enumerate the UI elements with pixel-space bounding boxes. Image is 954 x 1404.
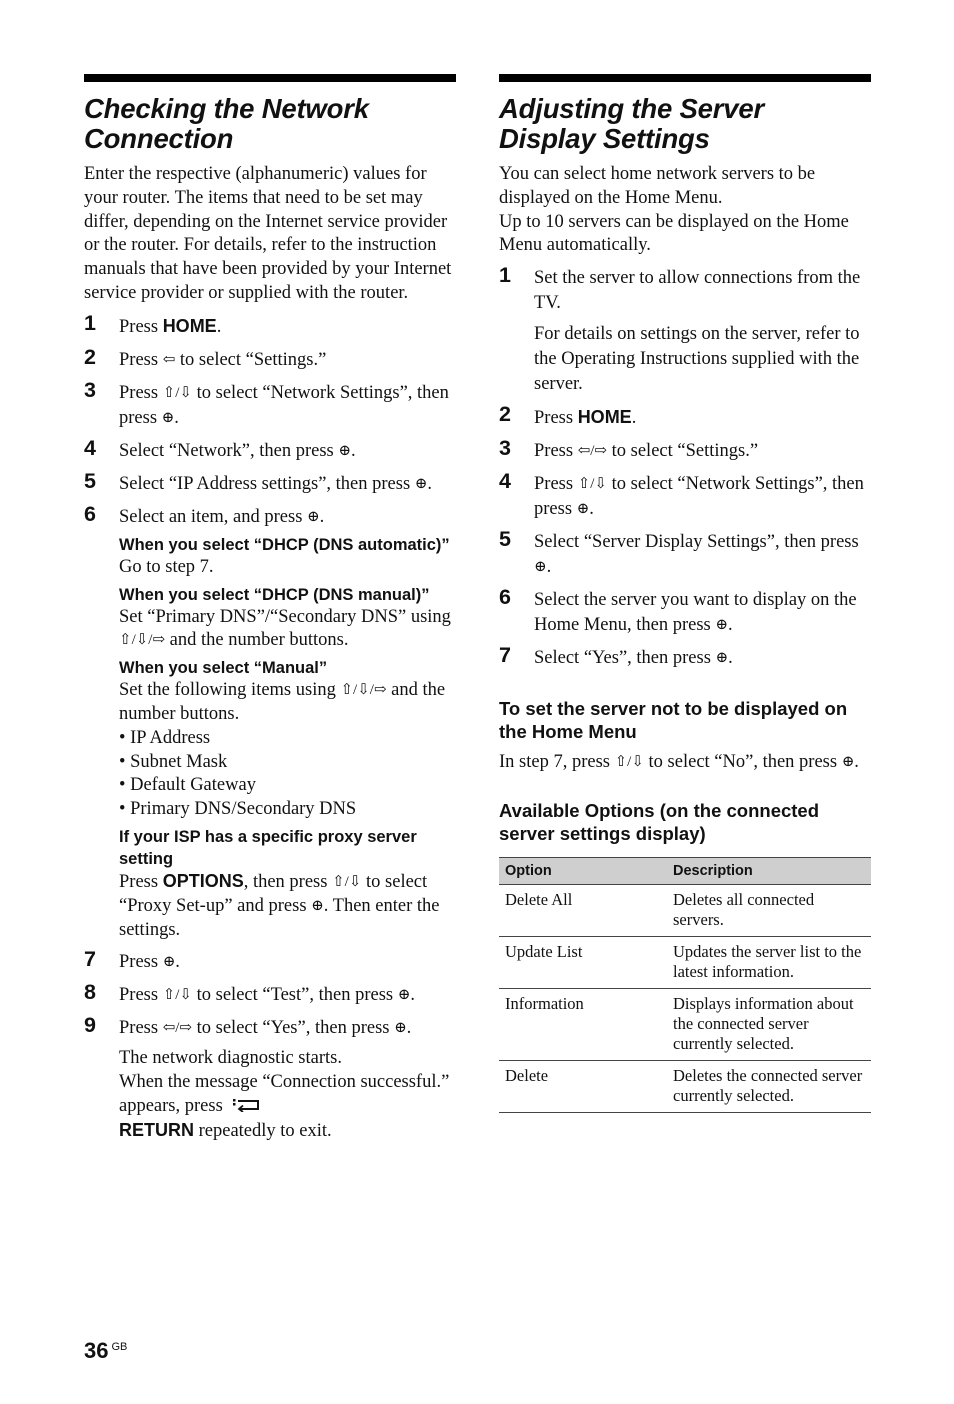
subheading-dhcp-manual: When you select “DHCP (DNS manual)” xyxy=(119,585,430,604)
step-7: 7 Press ⊕. xyxy=(84,947,180,973)
step-number: 4 xyxy=(499,469,511,494)
step-number: 8 xyxy=(84,980,96,1005)
subheading-proxy: If your ISP has a specific proxy server setting xyxy=(119,827,417,868)
enter-button-icon: ⊕ xyxy=(414,475,428,492)
return-icon xyxy=(231,1098,261,1112)
section-rule xyxy=(499,74,871,82)
arrow-keys-icon: ⇦/⇨ xyxy=(162,1020,192,1037)
enter-button-icon: ⊕ xyxy=(715,650,729,667)
step-4: 4 Press ⇧/⇩ to select “Network Settings”, then press ⊕. xyxy=(499,469,864,520)
step-5: 5 Select “IP Address settings”, then press ⊕. xyxy=(84,468,432,494)
step-9: 9 Press ⇦/⇨ to select “Yes”, then press ⊕. xyxy=(84,1013,412,1039)
section-rule xyxy=(84,74,456,82)
arrow-keys-icon: ⇧/⇩ xyxy=(332,873,362,890)
page-number: 36 $^{GB}$ xyxy=(84,1338,128,1363)
intro-paragraph: You can select home network servers to be displayed on the Home Menu. xyxy=(499,164,816,208)
dhcp-manual-text: Set “Primary DNS”/“Secondary DNS” using ⇧/⇩/⇨ and the number buttons. xyxy=(119,606,451,651)
step-number: 5 xyxy=(499,527,511,552)
step-2: 2 Press ⇦ to select “Settings.” xyxy=(84,344,327,370)
step-4: 4 Select “Network”, then press ⊕. xyxy=(84,435,356,461)
step-2: 2 Press HOME. xyxy=(499,402,637,429)
step-6: 6 Select the server you want to display on the Home Menu, then press ⊕. xyxy=(499,585,857,636)
step-number: 6 xyxy=(84,501,96,526)
table-row: Update List Updates the server list to the latest information. xyxy=(499,936,871,988)
enter-button-icon: ⊕ xyxy=(576,501,590,518)
enter-button-icon: ⊕ xyxy=(715,617,728,634)
arrow-keys-icon: ⇧/⇩/⇨ xyxy=(340,682,387,699)
section-title: Adjusting the Server Display Settings xyxy=(499,93,764,154)
step-1: 1 Press HOME. xyxy=(84,310,222,337)
table-header-option: Option xyxy=(499,857,667,884)
subheading-not-displayed: To set the server not to be displayed on the Home Menu xyxy=(499,698,848,743)
table-row: Delete Deletes the connected server currently selected. xyxy=(499,1060,871,1112)
step-5: 5 Select “Server Display Settings”, then press ⊕. xyxy=(499,527,859,578)
steps-list-continued xyxy=(84,947,456,1041)
arrow-keys-icon: ⇦ xyxy=(162,351,176,368)
proxy-text: Press OPTIONS, then press ⇧/⇩ to select “Proxy Set-up” and press ⊕. Then enter the settings. xyxy=(119,870,440,940)
table-header-description: Description xyxy=(667,857,871,884)
subheading-dhcp-auto: When you select “DHCP (DNS automatic)” xyxy=(119,535,450,554)
table-row: Delete All Deletes all connected servers. xyxy=(499,884,871,936)
step-number: 2 xyxy=(84,344,96,369)
left-column xyxy=(84,74,456,1144)
step-number: 6 xyxy=(499,585,511,610)
steps-list xyxy=(84,310,456,530)
options-table xyxy=(499,857,871,1113)
step-number: 3 xyxy=(84,377,96,402)
step-number: 3 xyxy=(499,436,511,461)
step-number: 5 xyxy=(84,468,96,493)
enter-button-icon: ⊕ xyxy=(397,987,411,1004)
section-title: Checking the Network Connection xyxy=(84,93,369,154)
step-number: 4 xyxy=(84,435,96,460)
arrow-keys-icon: ⇧/⇩ xyxy=(162,987,192,1004)
list-item: • Subnet Mask xyxy=(119,751,228,772)
list-item: • IP Address xyxy=(119,727,211,748)
arrow-keys-icon: ⇧/⇩/⇨ xyxy=(119,632,166,649)
enter-button-icon: ⊕ xyxy=(311,897,324,914)
step-9-note: The network diagnostic starts. When the message “Connection successful.” appears, press RETURN repeatedly to exit. xyxy=(119,1048,450,1141)
enter-button-icon: ⊕ xyxy=(161,409,175,426)
step-number: 7 xyxy=(499,643,511,668)
manual-text: Set the following items using ⇧/⇩/⇨ and the number buttons. xyxy=(119,680,446,724)
enter-button-icon: ⊕ xyxy=(841,754,855,771)
not-displayed-text: In step 7, press ⇧/⇩ to select “No”, then press ⊕. xyxy=(499,752,859,773)
step-number: 1 xyxy=(499,263,511,288)
step-6: 6 Select an item, and press ⊕. xyxy=(84,501,325,527)
list-item: • Primary DNS/Secondary DNS xyxy=(119,799,357,820)
enter-button-icon: ⊕ xyxy=(162,954,176,971)
manual-items-list xyxy=(119,727,456,822)
arrow-keys-icon: ⇦/⇨ xyxy=(577,443,607,460)
intro-paragraph: Enter the respective (alphanumeric) values for your router. The items that need to be set may differ, depending on the Internet service provider or the router. For details, refer to the instruction manuals that have been provided by your Internet service provider or supplied with the router. xyxy=(84,164,452,303)
arrow-keys-icon: ⇧/⇩ xyxy=(577,476,607,493)
step-number: 7 xyxy=(84,947,96,972)
enter-button-icon: ⊕ xyxy=(534,559,547,576)
arrow-keys-icon: ⇧/⇩ xyxy=(614,754,644,771)
list-item: • Default Gateway xyxy=(119,775,256,796)
enter-button-icon: ⊕ xyxy=(307,508,320,525)
step-number: 9 xyxy=(84,1013,96,1038)
dhcp-auto-text: Go to step 7. xyxy=(119,556,214,577)
step-8: 8 Press ⇧/⇩ to select “Test”, then press ⊕. xyxy=(84,980,415,1006)
table-row: Information Displays information about the connected server currently selected. xyxy=(499,988,871,1060)
subheading-manual: When you select “Manual” xyxy=(119,659,328,678)
step-1: 1 Set the server to allow connections from the TV. For details on settings on the server, refer to the Operating Instructions supplied with the server. xyxy=(499,266,871,397)
right-column xyxy=(499,74,871,1113)
enter-button-icon: ⊕ xyxy=(338,442,351,459)
step-3: 3 Press ⇦/⇨ to select “Settings.” xyxy=(499,436,759,462)
step-6-options xyxy=(84,534,456,943)
enter-button-icon: ⊕ xyxy=(394,1020,407,1037)
step-number: 1 xyxy=(84,310,96,335)
step-number: 2 xyxy=(499,402,511,427)
step-3: 3 Press ⇧/⇩ to select “Network Settings”, then press ⊕. xyxy=(84,377,449,428)
intro-paragraph-2: Up to 10 servers can be displayed on the Home Menu automatically. xyxy=(499,211,849,256)
step-1-note: For details on settings on the server, refer to the Operating Instructions supplied with the server. xyxy=(534,324,860,395)
subheading-available-options: Available Options (on the connected server settings display) xyxy=(499,799,820,844)
step-7: 7 Select “Yes”, then press ⊕. xyxy=(499,643,733,669)
steps-list xyxy=(499,402,871,671)
arrow-keys-icon: ⇧/⇩ xyxy=(162,384,192,401)
